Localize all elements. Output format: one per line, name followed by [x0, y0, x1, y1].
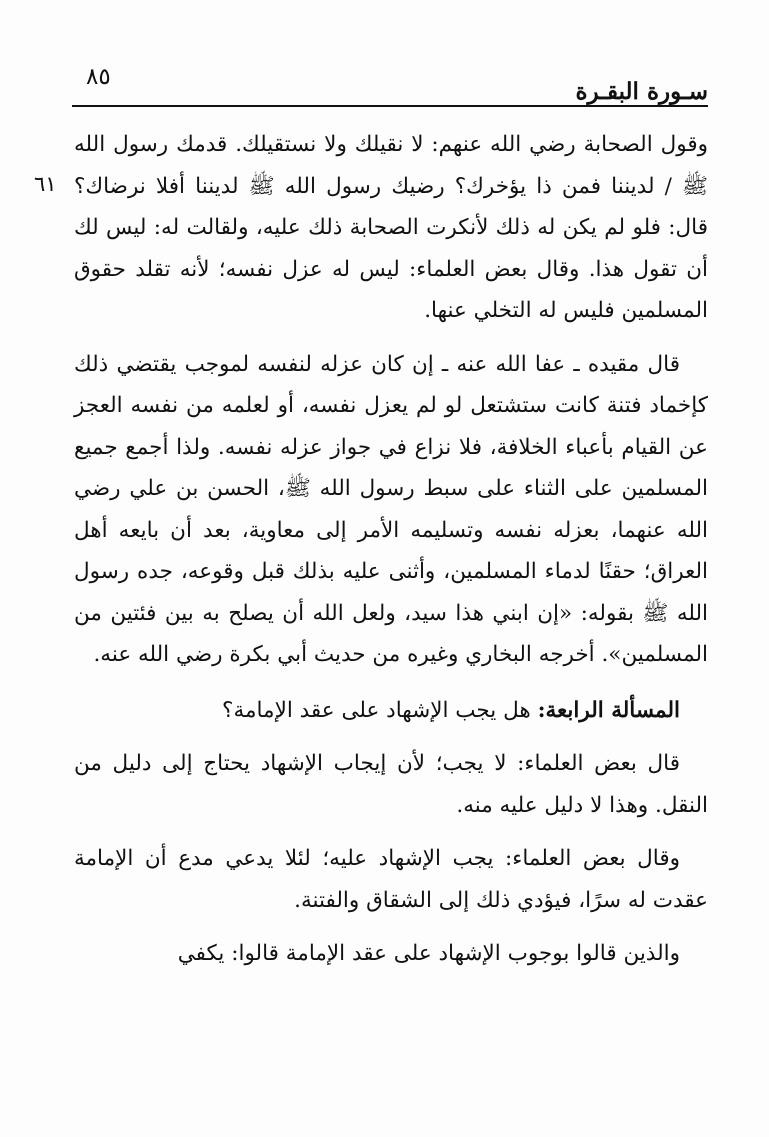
header-divider	[72, 105, 708, 107]
paragraph-5: والذين قالوا بوجوب الإشهاد على عقد الإمامة قالوا: يكفي	[177, 941, 680, 966]
question-text: هل يجب الإشهاد على عقد الإمامة؟	[222, 697, 531, 723]
page-body	[74, 124, 708, 975]
paragraph-1: وقول الصحابة رضي الله عنهم: لا نقيلك ولا نستقيلك. قدمك رسول الله ﷺ / لديننا فمن ذا يؤخرك؟ رضيك رسول الله ﷺ لديننا أفلا نرضاك؟ قال: فلو لم يكن له ذلك لأنكرت الصحابة ذلك عليه، ولقالت له: ليس لك أن تقول هذا. وقال بعض العلماء: ليس له عزل نفسه؛ لأنه تقلد حقوق المسلمين فليس له التخلي عنها.	[74, 132, 708, 323]
surah-title: سـورة البقـرة	[575, 78, 708, 105]
question-label: المسألة الرابعة:	[537, 697, 680, 723]
paragraph-3: قال بعض العلماء: لا يجب؛ لأن إيجاب الإشهاد يحتاج إلى دليل من النقل. وهذا لا دليل عليه منه.	[74, 751, 708, 818]
question-heading	[74, 690, 708, 732]
paragraph-4: وقال بعض العلماء: يجب الإشهاد عليه؛ لئلا يدعي مدع أن الإمامة عقدت له سرًا، فيؤدي ذلك إلى الشقاق والفتنة.	[74, 846, 708, 913]
page-header	[72, 58, 708, 108]
paragraph-2: قال مقيده ـ عفا الله عنه ـ إن كان عزله لنفسه لموجب يقتضي ذلك كإخماد فتنة كانت ستشتعل لو لم يعزل نفسه، أو لعلمه من نفسه العجز عن القيام بأعباء الخلافة، فلا نزاع في جواز عزله نفسه. ولذا أجمع جميع المسلمين على الثناء على سبط رسول الله ﷺ، الحسن بن علي رضي الله عنهما، بعزله نفسه وتسليمه الأمر إلى معاوية، بعد أن بايعه أهل العراق؛ حقنًا لدماء المسلمين، وأثنى عليه بذلك قبل وقوعه، جده رسول الله ﷺ بقوله: «إن ابني هذا سيد، ولعل الله أن يصلح به بين فئتين من المسلمين». أخرجه البخاري وغيره من حديث أبي بكرة رضي الله عنه.	[74, 351, 708, 667]
margin-page-reference: ٦١	[34, 172, 57, 196]
page-number: ٨٥	[86, 64, 111, 90]
